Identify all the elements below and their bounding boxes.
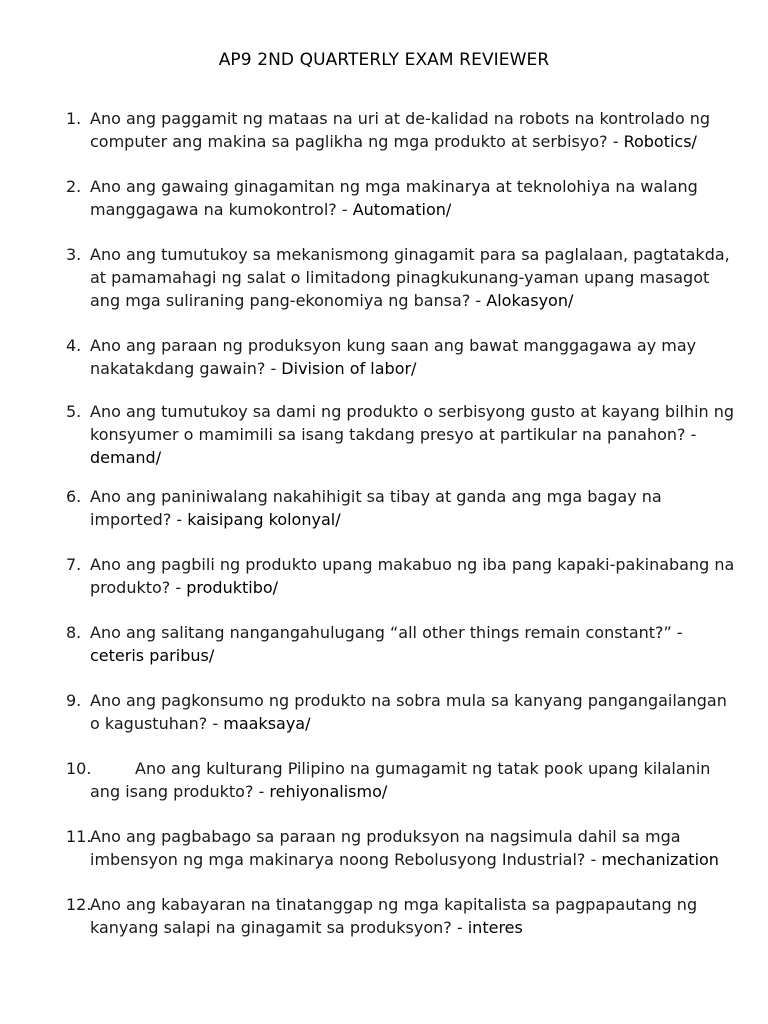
- question-number: 8.: [66, 623, 82, 642]
- answer-text: Robotics/: [623, 132, 697, 151]
- answer-text: interes: [467, 918, 523, 937]
- question-number: 11.: [66, 827, 92, 846]
- question-text: Ano ang kabayaran na tinatanggap ng mga kapitalista sa pagpapautang ng kanyang salapi na ginagamit sa produksyon? -: [90, 895, 698, 937]
- question-number: 10.: [66, 759, 92, 778]
- question-item: [66, 243, 736, 312]
- document-title: AP9 2ND QUARTERLY EXAM REVIEWER: [218, 50, 550, 70]
- question-text: Ano ang gawaing ginagamitan ng mga makinarya at teknolohiya na walang manggagawa na kumokontrol? -: [90, 177, 698, 219]
- question-text: Ano ang tumutukoy sa dami ng produkto o serbisyong gusto at kayang bilhin ng konsyumer o mamimili sa isang takdang presyo at partikular na panahon? -: [90, 402, 735, 444]
- question-item: [66, 689, 736, 735]
- question-item: [66, 107, 736, 153]
- question-body: [90, 334, 736, 380]
- question-number: 1.: [66, 109, 82, 128]
- answer-text: maaksaya/: [223, 714, 311, 733]
- question-body: [90, 107, 736, 153]
- question-item: [66, 334, 736, 380]
- question-text: Ano ang paniniwalang nakahihigit sa tibay at ganda ang mga bagay na imported? -: [90, 487, 662, 529]
- answer-text: ceteris paribus/: [90, 646, 215, 665]
- answer-text: rehiyonalismo/: [269, 782, 388, 801]
- answer-text: produktibo/: [186, 578, 279, 597]
- question-item: [66, 825, 736, 871]
- question-number: 6.: [66, 487, 82, 506]
- question-item: [66, 553, 736, 599]
- answer-text: Division of labor/: [281, 359, 417, 378]
- question-body: [90, 243, 736, 312]
- question-body: [90, 485, 736, 531]
- answer-text: demand/: [90, 448, 162, 467]
- question-body: [90, 757, 736, 803]
- question-body: [90, 175, 736, 221]
- answer-text: kaisipang kolonyal/: [187, 510, 341, 529]
- question-item: [66, 485, 736, 531]
- question-number: 7.: [66, 555, 82, 574]
- question-body: [90, 553, 736, 599]
- question-text: Ano ang kulturang Pilipino na gumagamit ng tatak pook upang kilalanin ang isang produkto? -: [90, 759, 711, 801]
- question-text: Ano ang pagkonsumo ng produkto na sobra mula sa kanyang pangangailangan o kagustuhan? -: [90, 691, 727, 733]
- question-text: Ano ang pagbabago sa paraan ng produksyon na nagsimula dahil sa mga imbensyon ng mga makinarya noong Rebolusyong Industrial? -: [90, 827, 681, 869]
- question-body: [90, 689, 736, 735]
- answer-text: Alokasyon/: [486, 291, 574, 310]
- question-text: Ano ang paraan ng produksyon kung saan ang bawat manggagawa ay may nakatakdang gawain? -: [90, 336, 697, 378]
- question-item: [66, 400, 736, 469]
- question-number: 3.: [66, 245, 82, 264]
- question-item: [66, 175, 736, 221]
- question-item: [66, 621, 736, 667]
- question-item: [66, 757, 736, 803]
- question-number: 5.: [66, 402, 82, 421]
- question-text: Ano ang pagbili ng produkto upang makabuo ng iba pang kapaki-pakinabang na produkto? -: [90, 555, 735, 597]
- question-text: Ano ang paggamit ng mataas na uri at de-kalidad na robots na kontrolado ng computer ang makina sa paglikha ng mga produkto at serbisyo? -: [90, 109, 711, 151]
- question-body: [90, 893, 736, 939]
- question-item: [66, 893, 736, 939]
- answer-text: mechanization: [601, 850, 719, 869]
- question-body: [90, 825, 736, 871]
- question-text: Ano ang salitang nangangahulugang “all other things remain constant?” -: [90, 623, 683, 642]
- question-body: [90, 400, 736, 469]
- question-number: 9.: [66, 691, 82, 710]
- question-number: 4.: [66, 336, 82, 355]
- question-text: Ano ang tumutukoy sa mekanismong ginagamit para sa paglalaan, pagtatakda, at pamamahagi ng salat o limitadong pinagkukunang-yaman upang masagot ang mga suliraning pang-ekonomiya ng bansa? -: [90, 245, 730, 310]
- question-number: 2.: [66, 177, 82, 196]
- answer-text: Automation/: [352, 200, 452, 219]
- question-body: [90, 621, 736, 667]
- question-number: 12.: [66, 895, 92, 914]
